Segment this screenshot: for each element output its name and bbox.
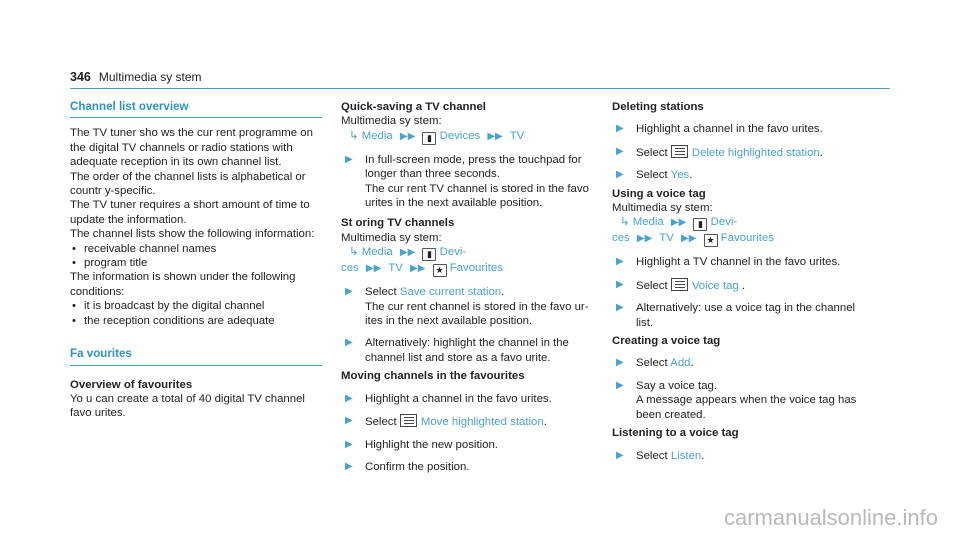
page-header bbox=[70, 70, 202, 84]
double-chevron-icon: ▶▶ bbox=[365, 263, 382, 275]
system-label: Multimedia sy stem: bbox=[341, 231, 442, 244]
step: ▶ Select Voice tag . bbox=[616, 278, 746, 292]
path-tv[interactable]: TV bbox=[388, 262, 403, 275]
path-devices-cont[interactable]: ces bbox=[341, 262, 359, 275]
path-media[interactable]: Media bbox=[361, 246, 393, 259]
subheading: Listening to a voice tag bbox=[612, 427, 739, 440]
step: ▶ Alternatively: highlight the channel in the channel list and store as a favo urite. bbox=[345, 337, 569, 364]
paragraph: The TV tuner requires a short amount of time to update the information. bbox=[70, 199, 310, 226]
double-chevron-icon: ▶▶ bbox=[399, 130, 416, 142]
paragraph: The order of the channel lists is alphabetical or countr y-specific. bbox=[70, 170, 306, 198]
step: ▶ Highlight a TV channel in the favo urites. bbox=[616, 256, 841, 269]
section-heading: Channel list overview bbox=[70, 100, 322, 118]
path-tv[interactable]: TV bbox=[659, 232, 674, 245]
paragraph: Yo u can create a total of 40 digital TV channel favo urites. bbox=[70, 392, 305, 420]
path-devices[interactable]: Devices bbox=[439, 129, 481, 142]
step: ▶ Alternatively: use a voice tag in the channel list. bbox=[616, 302, 856, 329]
double-chevron-icon: ▶▶ bbox=[487, 130, 503, 142]
column-1 bbox=[70, 100, 322, 421]
listen-link[interactable]: Listen bbox=[670, 449, 702, 462]
step: ▶ Select Listen. bbox=[616, 449, 705, 462]
list-item: • receivable channel names bbox=[72, 242, 217, 255]
menu-icon bbox=[671, 278, 688, 291]
header-rule bbox=[70, 88, 890, 89]
path-favourites[interactable]: Favourites bbox=[720, 232, 774, 245]
list-item: • it is broadcast by the digital channel bbox=[72, 300, 265, 313]
step: ▶ Select Add. bbox=[616, 357, 694, 370]
paragraph: The information is shown under the following conditions: bbox=[70, 271, 296, 298]
favourites-heading: Fa vourites bbox=[70, 347, 322, 365]
move-highlighted-station-link[interactable]: Move highlighted station bbox=[420, 416, 544, 429]
step: ▶ Select Save current station. The cur rent channel is stored in the favo urites in the next available position. bbox=[345, 286, 589, 328]
path-devices[interactable]: Devi- bbox=[439, 246, 467, 259]
step: ▶ Highlight a channel in the favo urites. bbox=[616, 123, 823, 136]
menu-path-cont bbox=[341, 261, 593, 277]
watermark: carmanualsonline.info bbox=[723, 504, 938, 530]
add-link[interactable]: Add bbox=[670, 357, 691, 370]
list-item: • the reception conditions are adequate bbox=[72, 314, 275, 327]
double-chevron-icon: ▶▶ bbox=[670, 217, 687, 229]
path-favourites[interactable]: Favourites bbox=[449, 262, 503, 275]
page-title: Multimedia sy stem bbox=[98, 70, 202, 84]
subheading: Deleting stations bbox=[612, 101, 704, 113]
step: ▶ Select Yes. bbox=[616, 169, 693, 182]
step: ▶ In full-screen mode, press the touchpad for longer than three seconds. The cur rent TV channel is stored in the favo urites in the next available position. bbox=[341, 153, 593, 211]
paragraph: The TV tuner sho ws the cur rent programme on the digital TV channels or radio stations with adequate reception in its own channel list. bbox=[70, 127, 313, 169]
step: ▶ Select Delete highlighted station. bbox=[616, 145, 823, 159]
save-current-station-link[interactable]: Save current station bbox=[399, 286, 502, 299]
step: ▶ Highlight a channel in the favo urites. bbox=[345, 392, 552, 405]
subheading: Quick-saving a TV channel bbox=[341, 101, 486, 113]
list-item: • program title bbox=[72, 257, 148, 270]
step: ▶ Highlight the new position. bbox=[345, 438, 498, 451]
subheading: Using a voice tag bbox=[612, 187, 706, 200]
subheading: Overview of favourites bbox=[70, 378, 193, 391]
system-label: Multimedia sy stem: bbox=[612, 202, 713, 215]
menu-icon bbox=[400, 414, 417, 427]
subheading: St oring TV channels bbox=[341, 217, 455, 230]
column-3 bbox=[612, 100, 864, 463]
device-icon: ▮ bbox=[422, 132, 436, 145]
menu-path bbox=[341, 245, 593, 261]
menu-icon bbox=[671, 145, 688, 158]
step: ▶ Confirm the position. bbox=[345, 460, 470, 473]
system-label: Multimedia sy stem: bbox=[341, 115, 442, 128]
step: ▶ Say a voice tag. A message appears when the voice tag has been created. bbox=[616, 379, 857, 421]
star-icon: ★ bbox=[433, 264, 447, 277]
star-icon: ★ bbox=[704, 234, 718, 247]
double-chevron-icon: ▶▶ bbox=[681, 233, 697, 245]
path-media[interactable]: Media bbox=[361, 129, 393, 142]
arrow-return-icon: ↳ bbox=[349, 129, 359, 142]
path-devices[interactable]: Devi- bbox=[710, 216, 738, 229]
path-tv[interactable]: TV bbox=[509, 129, 525, 142]
path-devices-cont[interactable]: ces bbox=[612, 232, 630, 245]
step: ▶ Select Move highlighted station. bbox=[345, 415, 547, 429]
double-chevron-icon: ▶▶ bbox=[410, 263, 426, 275]
step-arrow-icon: ▶ bbox=[345, 153, 353, 165]
column-2 bbox=[341, 100, 593, 474]
paragraph: The channel lists show the following information: bbox=[70, 228, 315, 241]
double-chevron-icon: ▶▶ bbox=[399, 247, 416, 259]
page-number: 346 bbox=[70, 70, 91, 84]
arrow-return-icon: ↳ bbox=[349, 246, 359, 259]
menu-path bbox=[612, 215, 864, 231]
delete-highlighted-station-link[interactable]: Delete highlighted station bbox=[691, 146, 820, 159]
menu-path bbox=[341, 129, 593, 145]
subheading: Creating a voice tag bbox=[612, 335, 721, 348]
device-icon: ▮ bbox=[693, 218, 707, 231]
menu-path-cont bbox=[612, 231, 864, 247]
double-chevron-icon: ▶▶ bbox=[636, 233, 653, 245]
yes-link[interactable]: Yes bbox=[670, 169, 690, 182]
arrow-return-icon: ↳ bbox=[620, 216, 630, 229]
path-media[interactable]: Media bbox=[632, 216, 664, 229]
voice-tag-link[interactable]: Voice tag bbox=[691, 279, 739, 292]
device-icon: ▮ bbox=[422, 248, 436, 261]
subheading: Moving channels in the favourites bbox=[341, 370, 525, 383]
